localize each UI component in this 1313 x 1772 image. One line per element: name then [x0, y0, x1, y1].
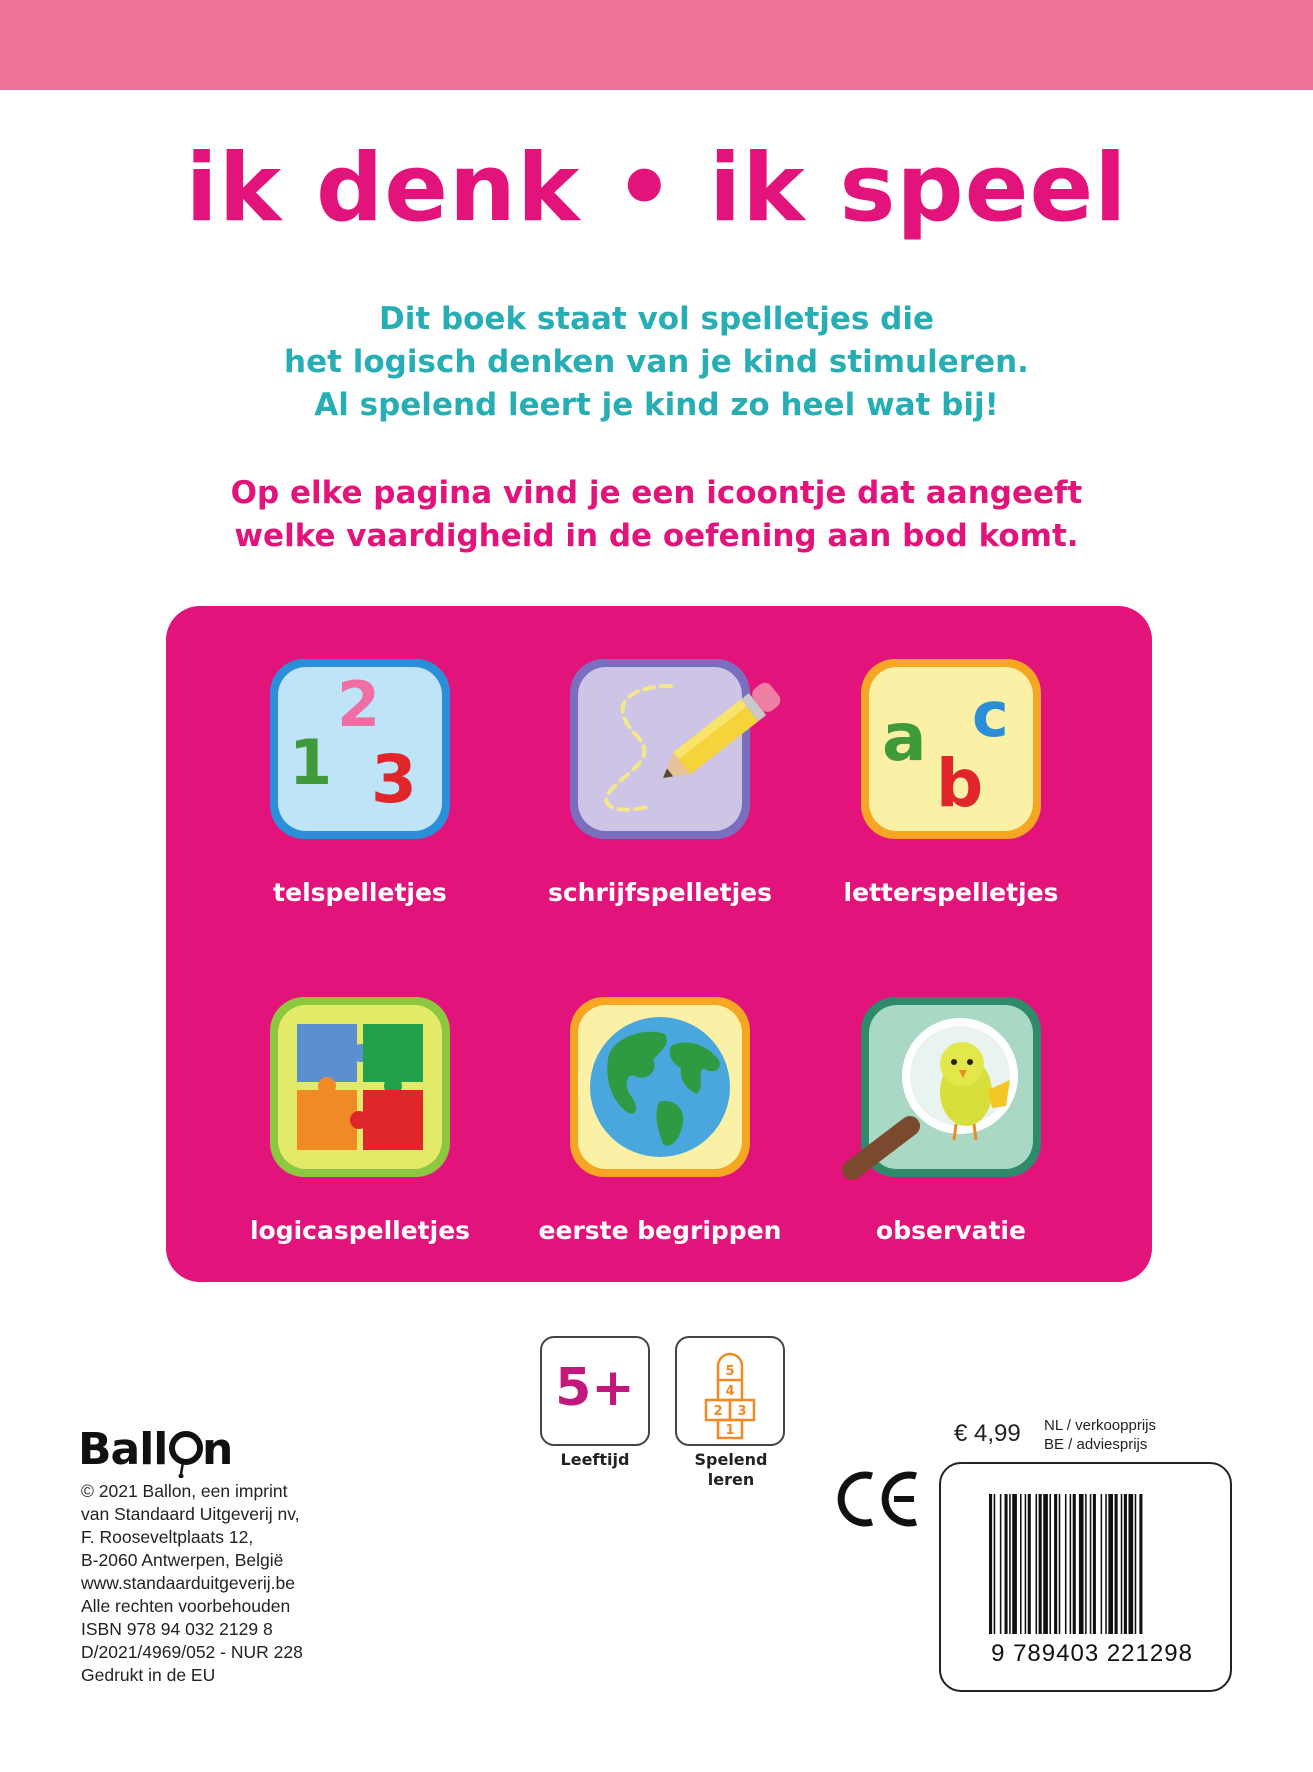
- letter-b: b: [936, 745, 984, 822]
- imprint-line: D/2021/4969/052 - NUR 228: [81, 1642, 303, 1662]
- skill-letterspelletjes: [801, 656, 1101, 908]
- letter-a: a: [882, 699, 927, 776]
- letter-c: c: [972, 678, 1009, 751]
- skill-observatie: [801, 994, 1101, 1246]
- barcode-bar: [1028, 1494, 1031, 1634]
- barcode-bar: [1025, 1494, 1027, 1634]
- skill-label: schrijfspelletjes: [547, 878, 773, 907]
- barcode-bar: [1079, 1494, 1084, 1634]
- barcode-bar: [1012, 1494, 1017, 1634]
- page-title: ik denk • ik speel: [185, 134, 1128, 243]
- globe-icon: [567, 994, 753, 1180]
- imprint-line: B-2060 Antwerpen, België: [81, 1550, 284, 1570]
- skill-telspelletjes: [210, 656, 510, 908]
- imprint-line: Gedrukt in de EU: [81, 1665, 216, 1685]
- imprint-line: www.standaarduitgeverij.be: [81, 1573, 296, 1593]
- barcode-bars: [989, 1494, 1185, 1634]
- price-note: BE / adviesprijs: [1044, 1436, 1148, 1453]
- barcode-bar: [1036, 1494, 1038, 1634]
- letters-abc-icon: [858, 656, 1044, 842]
- barcode-bar: [989, 1494, 992, 1634]
- barcode-bar: [1043, 1494, 1048, 1634]
- imprint-text: [81, 1480, 303, 1687]
- price-amount: € 4,99: [954, 1420, 1021, 1447]
- imprint-line: F. Rooseveltplaats 12,: [81, 1527, 254, 1547]
- barcode-bar: [1129, 1494, 1134, 1634]
- intro-line: welke vaardigheid in de oefening aan bod komt.: [234, 518, 1079, 554]
- barcode-bar: [1073, 1494, 1076, 1634]
- skill-label: letterspelletjes: [843, 878, 1059, 907]
- skill-label: telspelletjes: [273, 878, 447, 907]
- barcode-bar: [1124, 1494, 1127, 1634]
- ce-mark: [836, 1468, 922, 1530]
- skill-eerste-begrippen: [510, 994, 810, 1246]
- magnifier-chick-icon: [858, 994, 1044, 1180]
- puzzle-icon: [267, 994, 453, 1180]
- barcode-bar: [1139, 1494, 1142, 1634]
- intro-line: Op elke pagina vind je een icoontje dat aangeeft: [230, 475, 1083, 511]
- imprint-line: ISBN 978 94 032 2129 8: [81, 1619, 273, 1639]
- svg-text:Ball: Ball: [78, 1424, 168, 1475]
- barcode-bar: [1108, 1494, 1113, 1634]
- imprint-line: Alle rechten voorbehouden: [81, 1596, 291, 1616]
- hopscotch-number: 3: [737, 1404, 747, 1419]
- barcode-bar: [1121, 1494, 1123, 1634]
- barcode-bar: [1090, 1494, 1092, 1634]
- hopscotch-number: 1: [725, 1423, 735, 1438]
- svg-text:n: n: [202, 1424, 234, 1475]
- barcode-bar: [1093, 1494, 1096, 1634]
- barcode-bar: [1000, 1494, 1002, 1634]
- age-value: 5+: [555, 1358, 635, 1418]
- skills-panel: [166, 606, 1152, 1282]
- barcode-bar: [1101, 1494, 1103, 1634]
- barcode-bar: [1105, 1494, 1107, 1634]
- hopscotch-icon: [677, 1338, 783, 1444]
- price-note: NL / verkoopprijs: [1044, 1417, 1156, 1434]
- intro-line: Dit boek staat vol spelletjes die: [378, 301, 935, 337]
- skill-schrijfspelletjes: [510, 656, 810, 908]
- hopscotch-number: 4: [725, 1384, 735, 1399]
- barcode-bar: [1005, 1494, 1008, 1634]
- price-notes: [1044, 1416, 1156, 1454]
- imprint-line: © 2021 Ballon, een imprint: [81, 1481, 288, 1501]
- barcode-bar: [1070, 1494, 1072, 1634]
- skill-label: observatie: [876, 1216, 1026, 1245]
- skill-label: eerste begrippen: [538, 1216, 782, 1245]
- numeral-1: 1: [289, 726, 333, 799]
- hopscotch-number: 2: [713, 1404, 723, 1419]
- intro-line: het logisch denken van je kind stimuleren.: [284, 344, 1029, 380]
- barcode-bar: [1115, 1494, 1118, 1634]
- learn-caption-line: leren: [707, 1470, 755, 1489]
- top-color-bar: [0, 0, 1313, 90]
- barcode-bar: [1135, 1494, 1137, 1634]
- skill-logicaspelletjes: [210, 994, 510, 1246]
- barcode: [939, 1462, 1232, 1692]
- numeral-2: 2: [337, 668, 381, 741]
- barcode-bar: [1039, 1494, 1042, 1634]
- hopscotch-badge: [675, 1336, 785, 1446]
- numeral-3: 3: [371, 741, 417, 818]
- hopscotch-number: 5: [725, 1364, 735, 1379]
- learn-caption-line: Spelend: [694, 1450, 768, 1469]
- ballon-logo: [78, 1418, 248, 1478]
- barcode-bar: [1065, 1494, 1067, 1634]
- skill-label: logicaspelletjes: [249, 1216, 471, 1245]
- barcode-number: 9 789403 221298: [991, 1640, 1193, 1667]
- barcode-bar: [1054, 1494, 1057, 1634]
- pencil-icon: [567, 656, 753, 842]
- barcode-bar: [1049, 1494, 1051, 1634]
- intro-text: [0, 298, 1313, 427]
- icon-explanation-text: [0, 472, 1313, 558]
- numbers-123-icon: [267, 656, 453, 842]
- barcode-bar: [1059, 1494, 1061, 1634]
- barcode-bar: [1085, 1494, 1087, 1634]
- age-caption: Leeftijd: [560, 1450, 630, 1469]
- barcode-bar: [1009, 1494, 1011, 1634]
- imprint-line: van Standaard Uitgeverij nv,: [81, 1504, 300, 1524]
- barcode-bar: [1020, 1494, 1022, 1634]
- barcode-bar: [994, 1494, 996, 1634]
- learn-caption: [666, 1450, 796, 1490]
- age-badge: [540, 1336, 650, 1446]
- intro-line: Al spelend leert je kind zo heel wat bij!: [314, 387, 999, 423]
